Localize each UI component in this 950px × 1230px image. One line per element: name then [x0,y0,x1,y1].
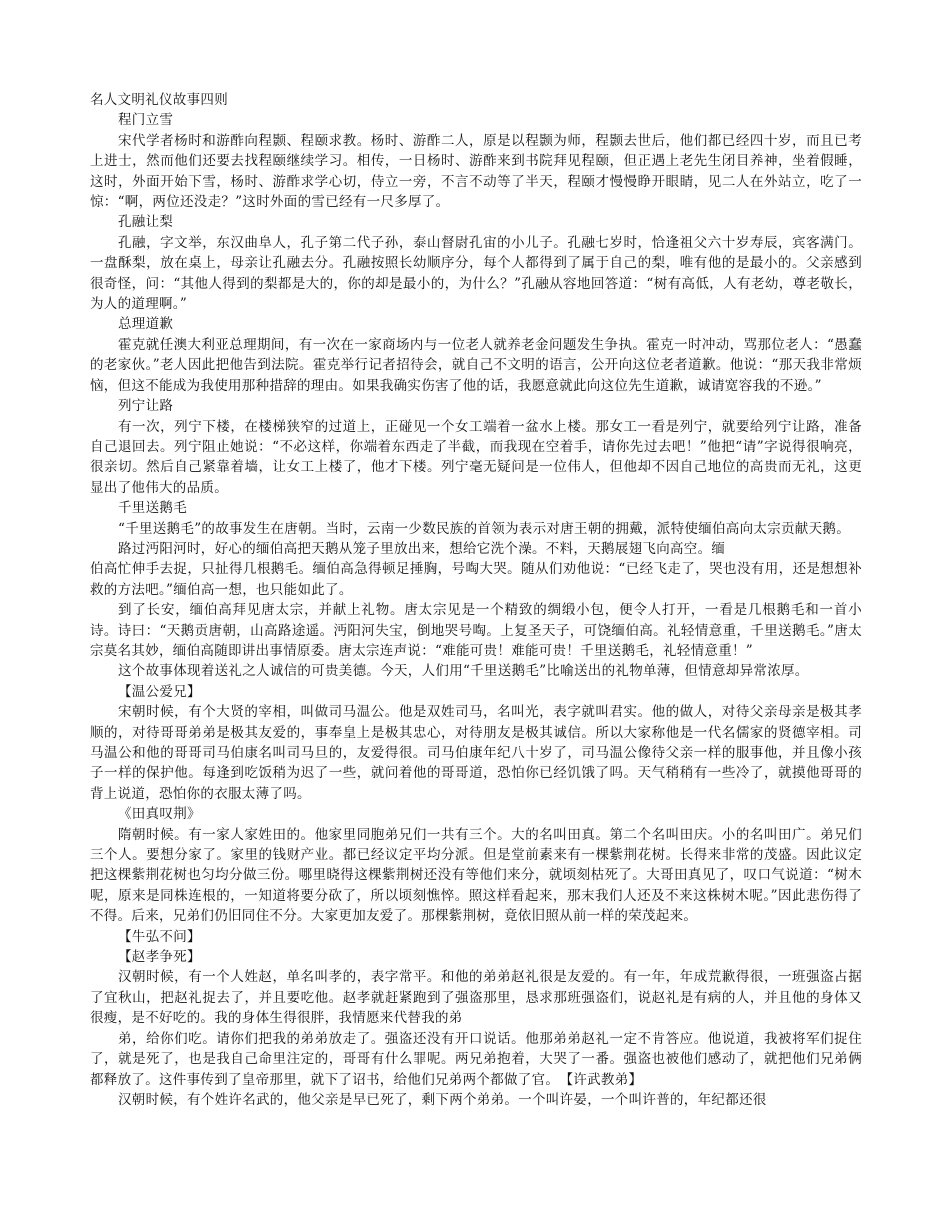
paragraph: 弟，给你们吃。请你们把我的弟弟放走了。强盗还没有开口说话。他那弟弟赵礼一定不肯答应。他说道，我被将军们捉住了，就是死了，也是我自己命里注定的，哥哥有什么罪呢。两兄弟抱着，大哭了一番。强盗也被他们感动了，就把他们兄弟俩都释放了。这件事传到了皇帝那里，就下了诏书，给他们兄弟两个都做了官。 【许武教弟】 [90,1030,862,1088]
paragraph: 伯高忙伸手去捉，只扯得几根鹅毛。缅伯高急得顿足捶胸，号啕大哭。随从们劝他说：“已经飞走了，哭也没有用，还是想想补救的方法吧。”缅伯高一想，也只能如此了。 [90,561,862,598]
section-heading: 《田真叹荆》 [118,806,201,823]
paragraph: “千里送鹅毛”的故事发生在唐朝。当时，云南一少数民族的首领为表示对唐王朝的拥戴，派特使缅伯高向太宗贡献天鹅。 [118,520,851,537]
section-heading: 【赵孝争死】 [118,949,201,966]
paragraph: 汉朝时候，有个姓许名武的，他父亲是早已死了，剩下两个弟弟。一个叫许晏，一个叫许普的，年纪都还很 [118,1091,767,1108]
section-heading: 列宁让路 [118,398,174,415]
document-page [90,90,862,1110]
paragraph: 隋朝时候。有一家人家姓田的。他家里同胞弟兄们一共有三个。大的名叫田真。第二个名叫田庆。小的名叫田广。弟兄们三个人。要想分家了。家里的钱财产业。都已经议定平均分派。但是堂前素来有一棵紫荆花树。长得来非常的茂盛。因此议定把这棵紫荆花树也匀均分做三份。哪里晓得这棵紫荆树还没有等他们来分，就顷刻枯死了。大哥田真见了，叹口气说道：“树木呢，原来是同株连根的，一知道将要分砍了，所以顷刻憔悴。照这样看起来，那末我们人还及不来这株树木呢。”因此悲伤得了不得。后来，兄弟们仍旧同住不分。大家更加友爱了。那棵紫荆树，竟依旧照从前一样的荣茂起来。 [90,826,862,925]
paragraph: 有一次，列宁下楼，在楼梯狭窄的过道上，正碰见一个女工端着一盆水上楼。那女工一看是列宁，就要给列宁让路，准备自己退回去。列宁阻止她说：“不必这样，你端着东西走了半截，而我现在空着手，请你先过去吧！”他把“请”字说得很响亮，很亲切。然后自己紧靠着墙，让女工上楼了，他才下楼。列宁毫无疑问是一位伟人，但他却不因自己地位的高贵而无礼，这更显出了他伟大的品质。 [90,418,862,496]
section-heading: 孔融让梨 [118,214,174,231]
section-heading: 程门立雪 [118,112,174,129]
document-title: 名人文明礼仪故事四则 [90,92,228,108]
paragraph: 霍克就任澳大利亚总理期间，有一次在一家商场内与一位老人就养老金问题发生争执。霍克一时冲动，骂那位老人：“愚蠢的老家伙。”老人因此把他告到法院。霍克举行记者招待会，就自己不文明的语言，公开向这位老者道歉。他说：“那天我非常烦恼，但这不能成为我使用那种措辞的理由。如果我确实伤害了他的话，我愿意就此向这位先生道歉，诚请宽容我的不逊。” [90,336,862,394]
section-heading: 【牛弘不问】 [118,928,201,945]
paragraph: 汉朝时候，有一个人姓赵，单名叫孝的，表字常平。和他的弟弟赵礼很是友爱的。有一年，年成荒歉得很，一班强盗占据了宜秋山，把赵礼捉去了，并且要吃他。赵孝就赶紧跑到了强盗那里，恳求那班强盗们，说赵礼是有病的人，并且他的身体又很瘦，是不好吃的。我的身体生得很胖，我情愿来代替我的弟 [90,969,862,1027]
paragraph: 到了长安，缅伯高拜见唐太宗，并献上礼物。唐太宗见是一个精致的绸缎小包，便令人打开，一看是几根鹅毛和一首小诗。诗曰：“天鹅贡唐朝，山高路途遥。沔阳河失宝，倒地哭号啕。上复圣天子，可饶缅伯高。礼轻情意重，千里送鹅毛。”唐太宗莫名其妙，缅伯高随即讲出事情原委。唐太宗连声说：“难能可贵！难能可贵！千里送鹅毛，礼轻情意重！” [90,602,862,659]
paragraph: 孔融，字文举，东汉曲阜人，孔子第二代子孙，泰山督尉孔宙的小儿子。孔融七岁时，恰逢祖父六十岁寿辰，宾客满门。一盘酥梨，放在桌上，母亲让孔融去分。孔融按照长幼顺序分，每个人都得到了属于自己的梨，唯有他的是最小的。父亲感到很奇怪，问：“其他人得到的梨都是大的，你的却是最小的，为什么？”孔融从容地回答道：“树有高低，人有老幼，尊老敬长，为人的道理啊。” [90,234,862,313]
paragraph: 这个故事体现着送礼之人诚信的可贵美德。今天，人们用“千里送鹅毛”比喻送出的礼物单薄，但情意却异常浓厚。 [118,663,809,680]
section-heading: 千里送鹅毛 [118,500,187,517]
paragraph: 路过沔阳河时，好心的缅伯高把天鹅从笼子里放出来，想给它洗个澡。不料，天鹅展翅飞向高空。缅 [118,540,726,557]
section-heading: 【温公爱兄】 [118,683,201,700]
paragraph: 宋朝时候，有个大贤的宰相，叫做司马温公。他是双姓司马，名叫光，表字就叫君实。他的做人，对待父亲母亲是极其孝顺的，对待哥哥弟弟是极其友爱的，事奉皇上是极其忠心，对待朋友是极其诚信。所以大家称他是一代名儒家的贤德宰相。司马温公和他的哥哥司马伯康名叫司马旦的，友爱得很。司马伯康年纪八十岁了，司马温公像待父亲一样的服事他，并且像小孩子一样的保护他。每逢到吃饭稍为迟了一些，就问着他的哥哥道，恐怕你已经饥饿了吗。天气稍稍有一些冷了，就摸他哥哥的背上说道，恐怕你的衣服太薄了吗。 [90,704,862,802]
paragraph: 宋代学者杨时和游酢向程颢、程颐求教。杨时、游酢二人，原是以程颢为师，程颢去世后，他们都已经四十岁，而且已考上进士，然而他们还要去找程颐继续学习。相传，一日杨时、游酢来到书院拜见程颐，但正遇上老先生闭目养神，坐着假睡，这时，外面开始下雪，杨时、游酢求学心切，侍立一旁，不言不动等了半天，程颐才慢慢睁开眼睛，见二人在外站立，吃了一惊：“啊，两位还没走？”这时外面的雪已经有一尺多厚了。 [90,132,862,211]
section-heading: 总理道歉 [118,316,174,333]
